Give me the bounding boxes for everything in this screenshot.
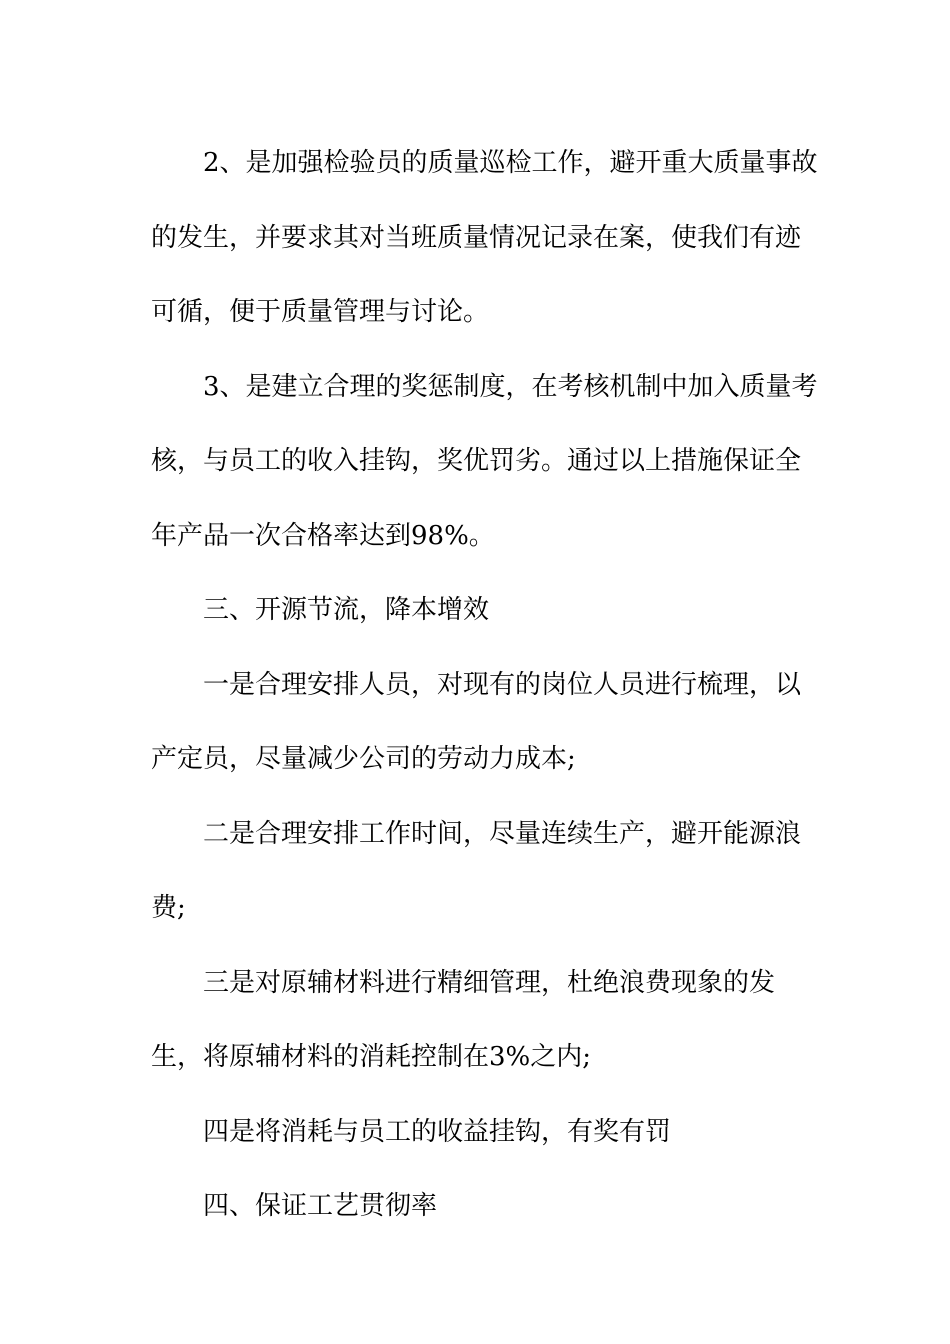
text-line: 费; bbox=[151, 893, 186, 923]
document-body bbox=[151, 126, 818, 1244]
section-heading-process-compliance bbox=[151, 1169, 811, 1244]
text-line: 核，与员工的收入挂钩，奖优罚劣。通过以上措施保证全 bbox=[151, 446, 802, 476]
text-line: 2、是加强检验员的质量巡检工作，避开重大质量事故 bbox=[203, 148, 818, 178]
text-line: 可循，便于质量管理与讨论。 bbox=[151, 297, 490, 327]
text-line: 二是合理安排工作时间，尽量连续生产，避开能源浪 bbox=[203, 818, 802, 849]
text-line: 一是合理安排人员，对现有的岗位人员进行梳理，以 bbox=[203, 669, 802, 700]
paragraph-quality-inspection bbox=[151, 126, 818, 350]
text-line: 生，将原辅材料的消耗控制在3%之内; bbox=[151, 1042, 592, 1072]
section-heading-cost-reduction bbox=[151, 573, 811, 648]
text-line: 四是将消耗与员工的收益挂钩，有奖有罚 bbox=[203, 1116, 672, 1147]
text-line: 三、开源节流，降本增效 bbox=[203, 595, 490, 625]
paragraph-reward-system bbox=[151, 350, 818, 574]
text-line: 3、是建立合理的奖惩制度，在考核机制中加入质量考 bbox=[203, 371, 818, 402]
paragraph-consumption-incentive bbox=[151, 1095, 811, 1170]
text-line: 四、保证工艺贯彻率 bbox=[203, 1191, 438, 1221]
paragraph-work-schedule bbox=[151, 797, 811, 946]
text-line: 年产品一次合格率达到98%。 bbox=[151, 520, 495, 551]
text-line: 三是对原辅材料进行精细管理，杜绝浪费现象的发 bbox=[203, 967, 776, 998]
paragraph-materials bbox=[151, 946, 811, 1095]
paragraph-staffing bbox=[151, 648, 811, 797]
text-line: 产定员，尽量减少公司的劳动力成本; bbox=[151, 744, 576, 774]
text-line: 的发生，并要求其对当班质量情况记录在案，使我们有迹 bbox=[151, 222, 802, 253]
